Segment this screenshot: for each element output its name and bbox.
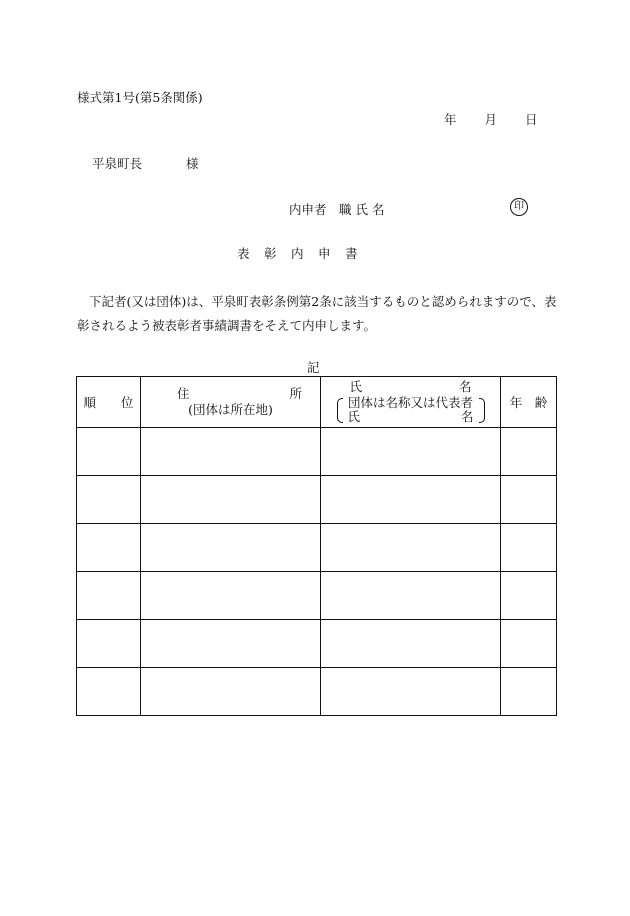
header-name-bracket-left: 氏 [347, 409, 361, 424]
table-row [77, 572, 557, 620]
header-name-bracket-line1: 団体は名称又は代表者 [347, 395, 473, 410]
date-day: 日 [525, 112, 538, 127]
header-age: 年 齢 [501, 377, 557, 428]
cell-name[interactable] [321, 524, 501, 572]
cell-address[interactable] [141, 668, 321, 716]
form-number: 様式第1号(第5条関係) [77, 90, 203, 105]
addressee-honorific: 様 [186, 156, 199, 171]
table-row [77, 620, 557, 668]
date-line [444, 110, 538, 128]
seal-mark: 印 [510, 198, 528, 216]
applicant-label: 内申者 職 氏 名 [289, 202, 385, 217]
cell-order[interactable] [77, 476, 141, 524]
cell-age[interactable] [501, 620, 557, 668]
table-row [77, 476, 557, 524]
cell-order[interactable] [77, 668, 141, 716]
header-name-top-left: 氏 [349, 379, 363, 394]
cell-age[interactable] [501, 428, 557, 476]
table-row [77, 428, 557, 476]
table-header-row [77, 377, 557, 428]
cell-age[interactable] [501, 524, 557, 572]
cell-order[interactable] [77, 524, 141, 572]
cell-address[interactable] [141, 428, 321, 476]
document-title: 表 彰 内 申 書 [237, 246, 359, 261]
header-name [321, 377, 501, 428]
header-address-right: 所 [289, 386, 302, 401]
body-text: 下記者(又は団体)は、平泉町表彰条例第2条に該当するものと認められますので、表彰されるよう被表彰者事績調書をそえて内申します。 [77, 294, 557, 333]
header-name-top-right: 名 [458, 379, 472, 394]
recipient-table [76, 376, 557, 716]
addressee-name: 平泉町長 [92, 156, 143, 171]
header-address-sub: (団体は所在地) [188, 402, 273, 417]
date-year: 年 [444, 112, 457, 127]
header-order: 順 位 [77, 377, 141, 428]
addressee [92, 154, 199, 172]
cell-name[interactable] [321, 668, 501, 716]
header-name-bracket-right: 名 [460, 409, 474, 424]
cell-order[interactable] [77, 428, 141, 476]
cell-order[interactable] [77, 572, 141, 620]
table-row [77, 524, 557, 572]
cell-order[interactable] [77, 620, 141, 668]
table-row [77, 668, 557, 716]
header-address [141, 377, 321, 428]
cell-address[interactable] [141, 476, 321, 524]
ki-heading: 記 [307, 360, 320, 375]
cell-name[interactable] [321, 572, 501, 620]
cell-age[interactable] [501, 476, 557, 524]
cell-address[interactable] [141, 620, 321, 668]
cell-name[interactable] [321, 476, 501, 524]
cell-age[interactable] [501, 572, 557, 620]
cell-name[interactable] [321, 620, 501, 668]
cell-address[interactable] [141, 572, 321, 620]
cell-age[interactable] [501, 668, 557, 716]
date-month: 月 [484, 112, 498, 127]
header-address-left: 住 [177, 386, 190, 401]
header-name-bracket [336, 396, 486, 424]
cell-address[interactable] [141, 524, 321, 572]
cell-name[interactable] [321, 428, 501, 476]
